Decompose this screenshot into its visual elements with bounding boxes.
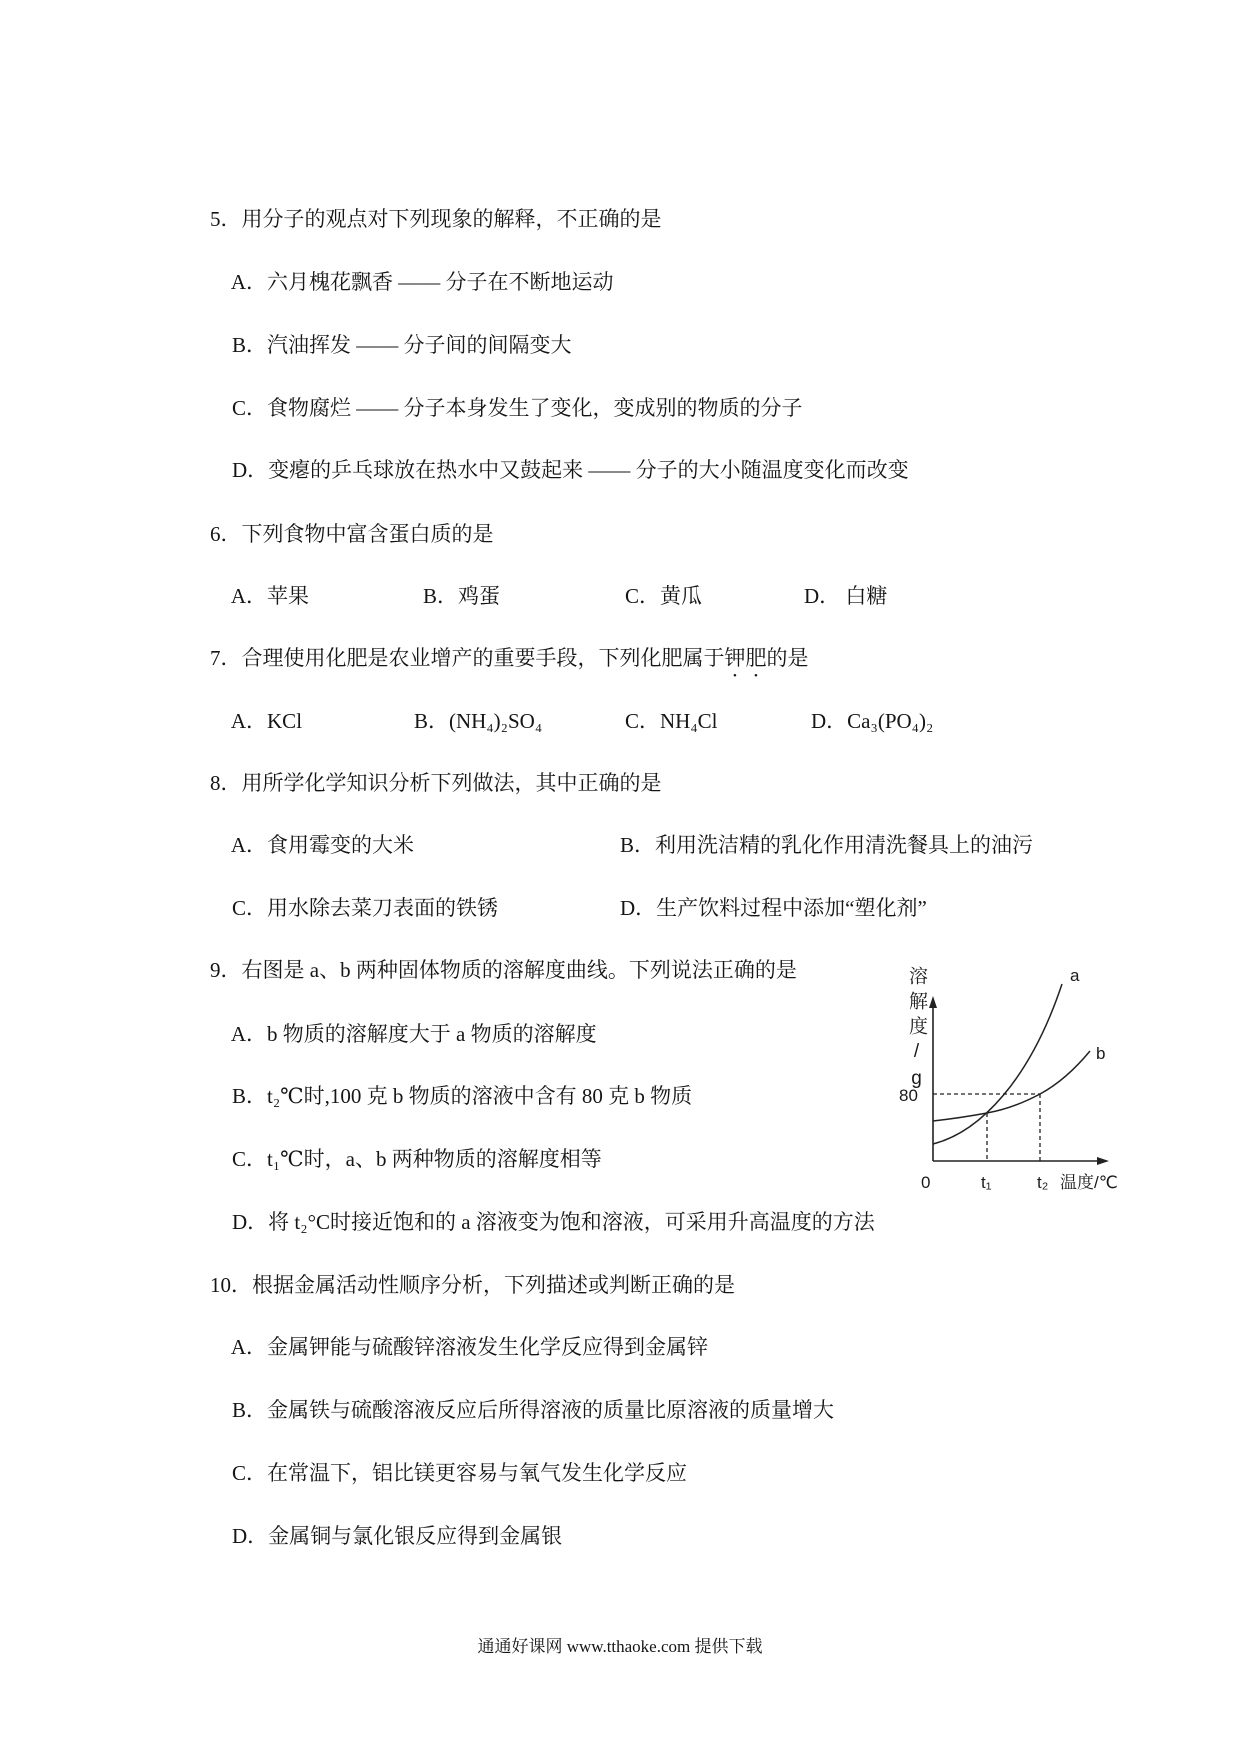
curve-label-a: a bbox=[1070, 966, 1080, 985]
option-text: 苹果 bbox=[267, 584, 310, 608]
question-number: 7． bbox=[210, 646, 242, 670]
option-text: 将 t₂°C时接近饱和的 a 溶液变为饱和溶液，可采用升高温度的方法 bbox=[268, 1210, 875, 1234]
option-label: D． bbox=[804, 584, 841, 608]
option-text: 汽油挥发 —— 分子间的间隔变大 bbox=[267, 333, 572, 357]
option-text: t₂℃时,100 克 b 物质的溶液中含有 80 克 b 物质 bbox=[267, 1084, 693, 1108]
option-text: (NH₄)₂SO₄ bbox=[449, 709, 543, 733]
option-text: 鸡蛋 bbox=[458, 584, 501, 608]
option-label: C． bbox=[232, 1147, 268, 1171]
question-stem: 用所学化学知识分析下列做法，其中正确的是 bbox=[241, 771, 662, 795]
option-text: 用水除去菜刀表面的铁锈 bbox=[267, 896, 499, 920]
question-stem: 合理使用化肥是农业增产的重要手段，下列化肥属于 bbox=[241, 646, 725, 670]
option-text: NH₄Cl bbox=[660, 709, 718, 733]
option-text: 变瘪的乒乓球放在热水中又鼓起来 —— 分子的大小随温度变化而改变 bbox=[268, 458, 909, 482]
option-label: A． bbox=[230, 584, 268, 608]
option-label: B． bbox=[232, 1398, 268, 1422]
option-label: D． bbox=[811, 709, 848, 733]
page-footer: 通通好课网 www.tthaoke.com 提供下载 bbox=[477, 1637, 763, 1656]
option-10d bbox=[211, 1497, 562, 1575]
option-text: 在常温下，铝比镁更容易与氧气发生化学反应 bbox=[267, 1461, 688, 1485]
option-7d bbox=[790, 682, 933, 760]
option-label: B． bbox=[423, 584, 459, 608]
curve-label-b: b bbox=[1096, 1044, 1106, 1063]
option-text: 金属铁与硫酸溶液反应后所得溶液的质量比原溶液的质量增大 bbox=[267, 1398, 835, 1422]
option-text: 金属铜与氯化银反应得到金属银 bbox=[268, 1524, 563, 1548]
y-axis-arrowhead bbox=[929, 996, 937, 1008]
question-number: 8． bbox=[210, 771, 242, 795]
option-label: B． bbox=[414, 709, 450, 733]
option-label: D． bbox=[232, 1524, 269, 1548]
question-number: 10． bbox=[210, 1273, 252, 1297]
option-label: A． bbox=[230, 270, 268, 294]
question-stem: 用分子的观点对下列现象的解释，不正确的是 bbox=[241, 207, 662, 231]
option-text: 金属钾能与硫酸锌溶液发生化学反应得到金属锌 bbox=[267, 1335, 709, 1359]
question-stem: 右图是 a、b 两种固体物质的溶解度曲线。下列说法正确的是 bbox=[241, 958, 797, 982]
option-label: B． bbox=[620, 833, 656, 857]
question-number: 9． bbox=[210, 958, 242, 982]
option-label: C． bbox=[232, 396, 268, 420]
question-stem: 根据金属活动性顺序分析，下列描述或判断正确的是 bbox=[252, 1273, 735, 1297]
y-tick-label: 80 bbox=[899, 1086, 918, 1105]
option-label: A． bbox=[230, 833, 268, 857]
option-text: b 物质的溶解度大于 a 物质的溶解度 bbox=[267, 1022, 597, 1046]
question-number: 5． bbox=[210, 207, 242, 231]
option-text: 六月槐花飘香 —— 分子在不断地运动 bbox=[267, 270, 614, 294]
option-label: D． bbox=[620, 896, 657, 920]
option-text: 食物腐烂 —— 分子本身发生了变化，变成别的物质的分子 bbox=[267, 396, 803, 420]
y-axis-label: 溶解度/g bbox=[906, 966, 927, 1095]
x-axis-label: 温度/℃ bbox=[1060, 1173, 1118, 1192]
curve-a bbox=[933, 984, 1062, 1144]
x-tick-label-t2: t₂ bbox=[1037, 1173, 1049, 1192]
option-label: C． bbox=[625, 709, 661, 733]
option-text: 生产饮料过程中添加“塑化剂” bbox=[656, 896, 927, 920]
option-label: D． bbox=[232, 1210, 269, 1234]
option-text: 白糖 bbox=[840, 584, 888, 608]
option-label: A． bbox=[230, 1335, 268, 1359]
option-label: B． bbox=[232, 1084, 268, 1108]
option-text: Ca₃(PO₄)₂ bbox=[847, 709, 934, 733]
option-label: A． bbox=[230, 1022, 268, 1046]
option-label: C． bbox=[232, 896, 268, 920]
option-label: C． bbox=[625, 584, 661, 608]
option-text: t₁℃时，a、b 两种物质的溶解度相等 bbox=[267, 1147, 602, 1171]
option-label: C． bbox=[232, 1461, 268, 1485]
question-stem-end: 的是 bbox=[766, 646, 809, 670]
option-label: D． bbox=[232, 458, 269, 482]
option-label: B． bbox=[232, 333, 268, 357]
option-text: 黄瓜 bbox=[660, 584, 703, 608]
option-label: A． bbox=[230, 709, 268, 733]
x-axis-arrowhead bbox=[1097, 1157, 1109, 1165]
origin-label: 0 bbox=[921, 1173, 931, 1192]
x-tick-label-t1: t₁ bbox=[981, 1173, 992, 1192]
emphasized-term: 钾肥 bbox=[724, 646, 767, 670]
option-text: 食用霉变的大米 bbox=[267, 833, 415, 857]
question-number: 6． bbox=[210, 522, 242, 546]
option-text: KCl bbox=[267, 709, 303, 733]
question-stem: 下列食物中富含蛋白质的是 bbox=[241, 522, 494, 546]
option-text: 利用洗洁精的乳化作用清洗餐具上的油污 bbox=[655, 833, 1034, 857]
